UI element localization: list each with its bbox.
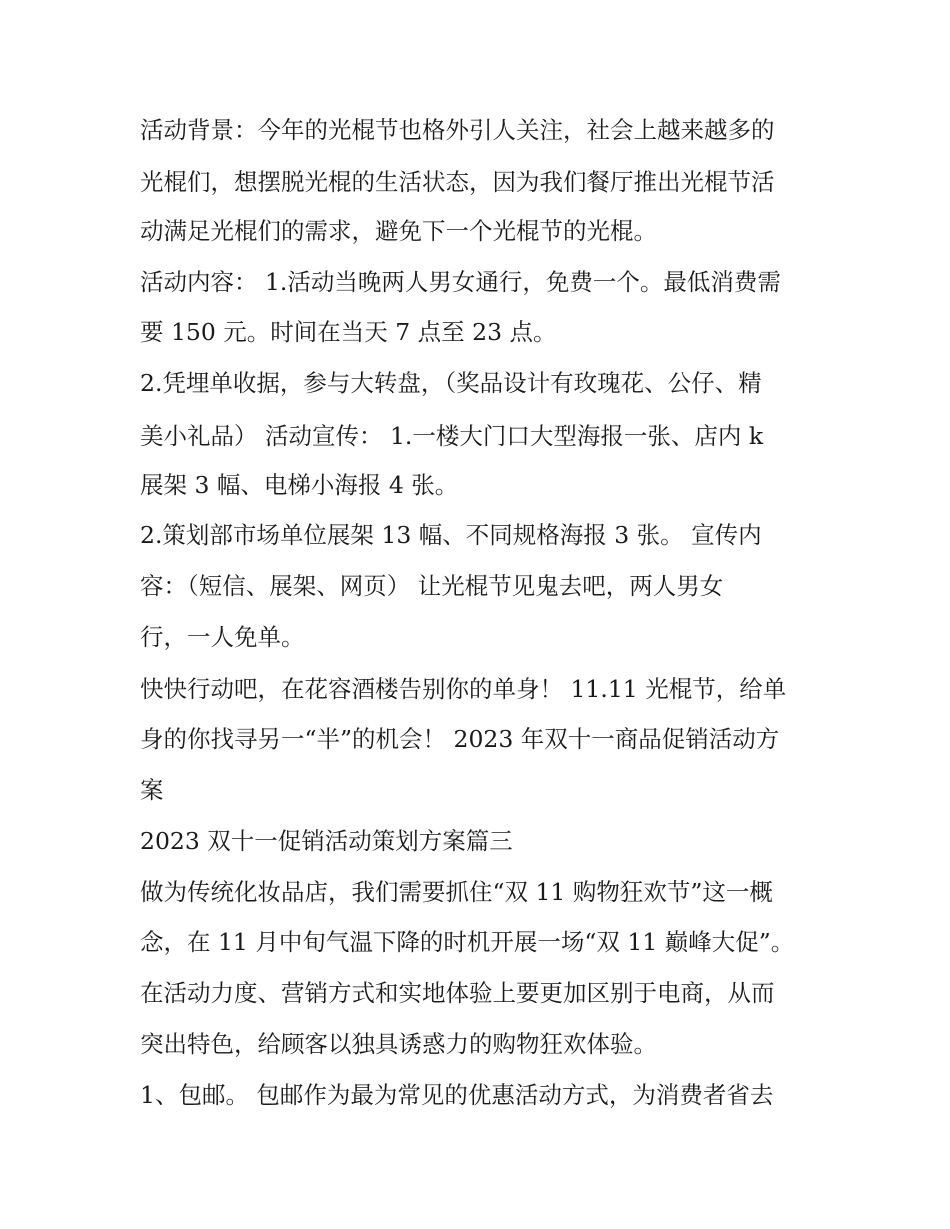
- text-line: 活动背景：今年的光棍节也格外引人关注，社会上越来越多的: [140, 116, 775, 144]
- text-line: 在活动力度、营销方式和实地体验上要更加区别于电商，从而: [140, 979, 775, 1007]
- text-line: 做为传统化妆品店，我们需要抓住“双 11 购物狂欢节”这一概: [140, 878, 773, 906]
- text-line: 展架 3 幅、电梯小海报 4 张。: [140, 471, 459, 499]
- text-line: 念，在 11 月中旬气温下降的时机开展一场“双 11 巅峰大促”。: [140, 928, 795, 956]
- text-line: 美小礼品） 活动宣传： 1.一楼大门口大型海报一张、店内 k: [140, 422, 764, 450]
- text-line: 案: [140, 776, 164, 804]
- text-line: 容：（短信、展架、网页） 让光棍节见鬼去吧，两人男女: [140, 572, 724, 600]
- text-line: 要 150 元。时间在当天 7 点至 23 点。: [140, 318, 557, 346]
- section-heading: 2023 双十一促销活动策划方案篇三: [140, 827, 513, 855]
- text-line: 2.凭埋单收据，参与大转盘，（奖品设计有玫瑰花、公仔、精: [140, 369, 762, 397]
- text-line: 2.策划部市场单位展架 13 幅、不同规格海报 3 张。 宣传内: [140, 521, 762, 549]
- text-line: 快快行动吧，在花容酒楼告别你的单身！ 11.11 光棍节，给单: [140, 675, 787, 703]
- text-line: 行，一人免单。: [140, 623, 305, 651]
- text-line: 动满足光棍们的需求，避免下一个光棍节的光棍。: [140, 217, 657, 245]
- text-line: 1、包邮。 包邮作为最为常见的优惠活动方式，为消费者省去: [140, 1081, 774, 1109]
- text-line: 光棍们，想摆脱光棍的生活状态，因为我们餐厅推出光棍节活: [140, 168, 775, 196]
- text-line: 活动内容： 1.活动当晚两人男女通行，免费一个。最低消费需: [140, 268, 781, 296]
- text-line: 突出特色，给顾客以独具诱惑力的购物狂欢体验。: [140, 1030, 657, 1058]
- text-line: 身的你找寻另一“半”的机会！ 2023 年双十一商品促销活动方: [140, 725, 780, 753]
